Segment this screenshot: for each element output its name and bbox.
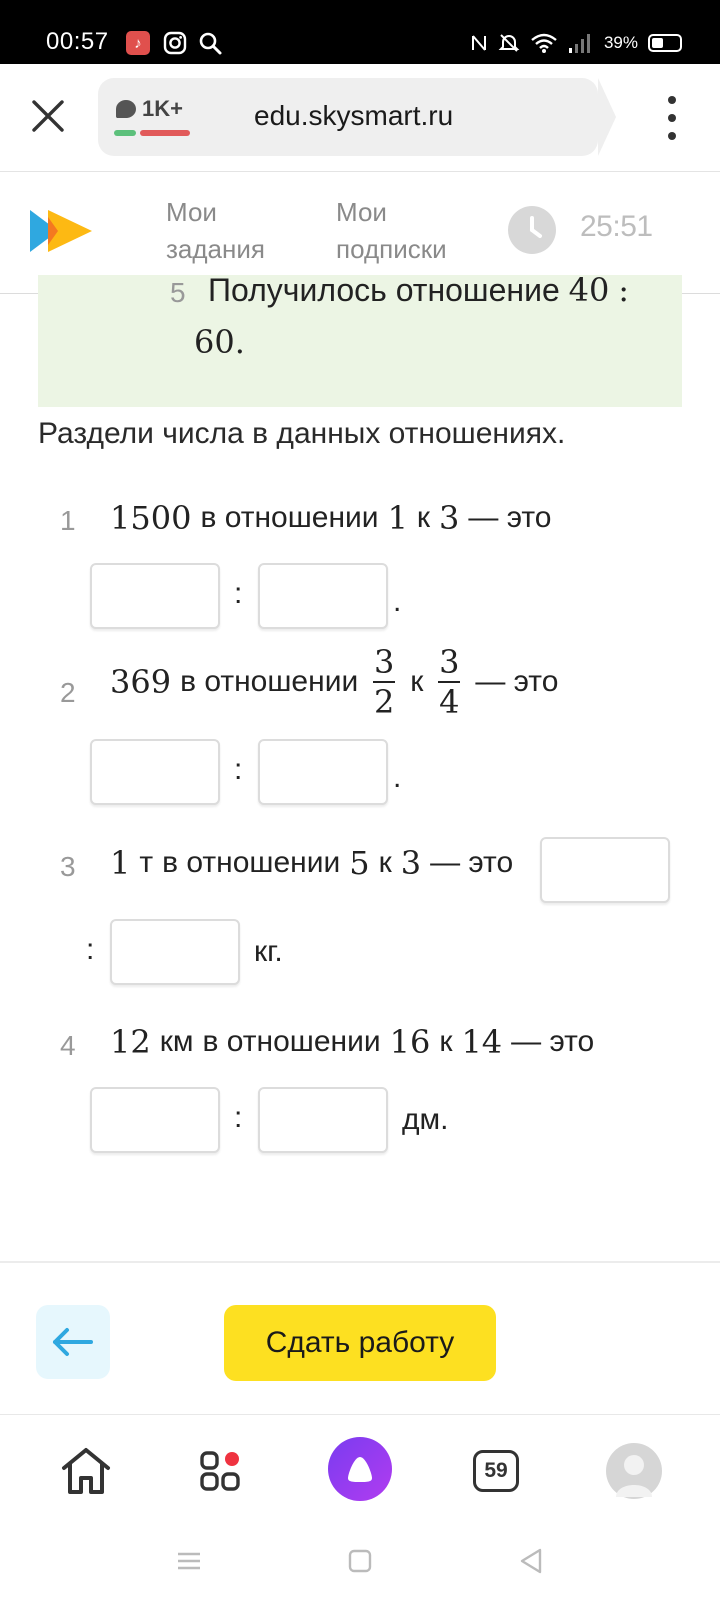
tabs-icon: 59 — [473, 1450, 519, 1492]
ratio-separator: : — [234, 1101, 243, 1134]
alice-button[interactable] — [328, 1437, 392, 1501]
question-text: 12 км в отношении 16 к 14 — это — [110, 1023, 595, 1061]
menu-dots-icon[interactable] — [662, 96, 682, 140]
tabs-button[interactable] — [466, 1441, 526, 1501]
profile-icon[interactable] — [606, 1443, 662, 1499]
hint-text: Получилось отношение 40 : — [208, 271, 630, 309]
submit-button[interactable]: Сдать работу — [224, 1305, 496, 1381]
address-bar[interactable] — [98, 78, 598, 156]
recent-apps-icon[interactable] — [174, 1546, 204, 1576]
clock-icon — [508, 206, 556, 254]
system-navigation — [0, 1524, 720, 1600]
battery-icon — [648, 34, 682, 52]
status-time: 00:57 — [46, 28, 109, 55]
status-bar — [0, 0, 720, 64]
ratio-separator: : — [234, 577, 243, 610]
answer-input[interactable] — [258, 1087, 388, 1153]
task-heading: Раздели числа в данных отношениях. — [38, 417, 566, 450]
answer-input[interactable] — [258, 563, 388, 629]
status-right — [470, 29, 682, 57]
comments-counter[interactable] — [116, 96, 183, 122]
arrow-left-icon — [51, 1327, 95, 1357]
nav-my-tasks[interactable]: Мои задания — [166, 197, 265, 264]
answer-input[interactable] — [110, 919, 240, 985]
battery-percent: 39% — [603, 33, 638, 52]
url-text[interactable]: edu.skysmart.ru — [254, 100, 454, 131]
task-content — [0, 271, 720, 1261]
unit-label: кг. — [254, 935, 283, 968]
home-icon — [59, 1446, 113, 1496]
answer-input[interactable] — [540, 837, 670, 903]
answer-input[interactable] — [258, 739, 388, 805]
question-text: 369 в отношении $\frac{3}{2}$ к $\frac{3}{4}$ — это — [110, 643, 559, 721]
hint-ratio-second: 60. — [194, 323, 245, 361]
browser-bottom-nav — [0, 1414, 720, 1524]
fraction: $\frac{3}{2}$ — [374, 643, 395, 721]
answer-input[interactable] — [90, 1087, 220, 1153]
search-icon — [197, 30, 223, 56]
home-button[interactable] — [56, 1441, 116, 1501]
music-icon: ♪ — [126, 31, 150, 55]
timer: 25:51 — [580, 210, 653, 243]
ratio-separator: : — [234, 753, 243, 786]
fraction: $\frac{3}{4}$ — [439, 643, 460, 721]
question-number: 3 — [60, 851, 76, 882]
ratio-separator: : — [86, 933, 95, 966]
question-text: 1 т в отношении 5 к 3 — это — [110, 844, 514, 882]
home-nav-icon[interactable] — [345, 1546, 375, 1576]
signal-icon — [568, 32, 594, 54]
mute-icon — [498, 32, 520, 54]
alice-icon — [343, 1452, 377, 1486]
wifi-icon — [530, 32, 558, 54]
hint-item-number: 5 — [170, 277, 186, 308]
answer-input[interactable] — [90, 739, 220, 805]
apps-icon — [194, 1443, 250, 1499]
question-number: 4 — [60, 1030, 76, 1061]
question-number: 1 — [60, 505, 76, 536]
sentence-end: . — [393, 761, 402, 794]
back-button[interactable] — [36, 1305, 110, 1379]
instagram-icon — [163, 31, 187, 55]
nfc-icon — [470, 33, 488, 53]
close-icon[interactable] — [28, 96, 68, 136]
apps-button[interactable] — [192, 1441, 252, 1501]
action-bar — [0, 1261, 720, 1414]
back-nav-icon[interactable] — [516, 1546, 546, 1576]
rating-bar — [114, 130, 190, 136]
skysmart-logo[interactable] — [28, 206, 94, 256]
comments-count: 1K+ — [142, 96, 183, 121]
sentence-end: . — [393, 585, 402, 618]
comment-icon — [116, 100, 136, 118]
question-number: 2 — [60, 677, 76, 708]
answer-input[interactable] — [90, 563, 220, 629]
nav-my-subscriptions[interactable]: Мои подписки — [336, 197, 447, 264]
unit-label: дм. — [402, 1103, 449, 1136]
browser-bar — [0, 64, 720, 172]
answer-hint-box — [38, 271, 682, 407]
question-text: 1500 в отношении 1 к 3 — это — [110, 499, 552, 537]
